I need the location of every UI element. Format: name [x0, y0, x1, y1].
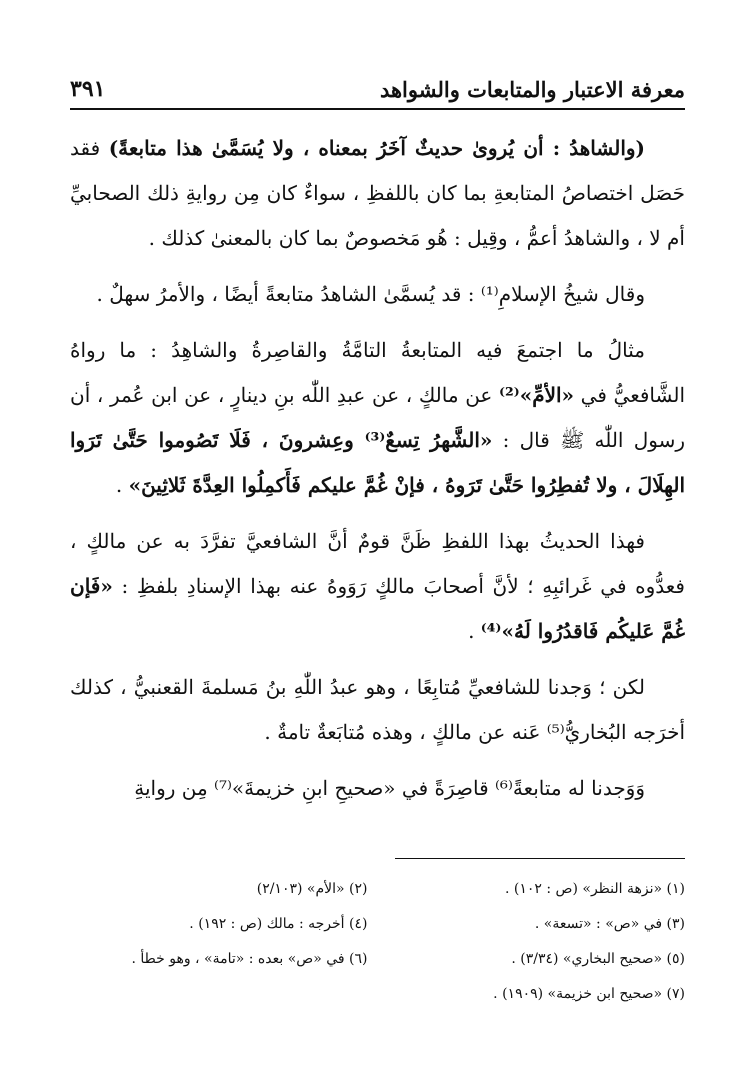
page-number: ٣٩١ [70, 76, 106, 102]
footnote-text: «الأم» (٢/١٠٣) [256, 881, 345, 897]
footnote-text: «نزهة النظر» (ص : ١٠٢) . [505, 881, 663, 897]
footnote-number: (٢) [349, 881, 368, 897]
page-header [70, 68, 685, 102]
paragraph-shaykh-al-islam [70, 272, 685, 317]
main-text [70, 126, 685, 822]
footnote-number: (٥) [666, 951, 685, 967]
footnote [70, 872, 368, 907]
paragraph-text: فقد حَصَل اختصاصُ المتابعةِ بما كان باللفظِ ، سواءٌ كان مِن روايةِ ذلك الصحابيِّ أم لا ، والشاهدُ أعمُّ ، وقِيل : هُو مَخصوصٌ بما كان بالمعنىٰ كذلك . [70, 136, 685, 250]
footnote-text: «صحيح ابن خزيمة» (١٩٠٩) . [493, 986, 663, 1002]
footnote [70, 942, 368, 977]
footnote [70, 907, 368, 942]
hadith-text: «الشَّهرُ تِسعٌ⁽³⁾ وعِشرونَ ، فَلَا تَصُوموا حَتَّىٰ تَرَوا الهِلَالَ ، ولا تُفطِرُوا حَتَّىٰ تَرَوهُ ، فإنْ غُمَّ عليكم فَأَكمِلُوا العِدَّةَ ثَلاثِينَ» [70, 428, 685, 497]
footnote-text: في «ص» : «تسعة» . [534, 916, 663, 932]
paragraph-text: . [115, 473, 129, 497]
footnote-text: في «ص» بعده : «تامة» ، وهو خطأ . [131, 951, 345, 967]
matn-quote: (والشاهدُ : أن يُروىٰ حديثٌ آخَرُ بمعناه ، ولا يُسَمَّىٰ هذا متابعةً) [108, 136, 645, 160]
footnote-text: «صحيح البخاري» (٣/٣٤) . [511, 951, 663, 967]
footnote-number: (١) [666, 881, 685, 897]
footnote-number: (٧) [666, 986, 685, 1002]
footnote [388, 872, 686, 907]
paragraph-mutabi [70, 665, 685, 755]
running-title: معرفة الاعتبار والمتابعات والشواهد [379, 77, 685, 102]
footnote [388, 977, 686, 1012]
paragraph-text: لكن ؛ وَجدنا للشافعيِّ مُتابِعًا ، وهو عبدُ اللّٰهِ بنُ مَسلمةَ القعنبيُّ ، كذلك أخرَجه البُخاريُّ⁽⁵⁾ عَنه عن مالكٍ ، وهذه مُتابَعةٌ تامةٌ . [70, 675, 685, 744]
hadith-text: «فَإن غُمَّ عَليكُم فَاقدُرُوا لَهُ»⁽⁴⁾ [70, 574, 685, 643]
paragraph-text: مثالُ ما اجتمعَ فيه المتابعةُ التامَّةُ والقاصِرةُ والشاهِدُ : ما رواهُ الشَّافعيُّ في [70, 338, 685, 407]
footnote [388, 942, 686, 977]
footnotes [70, 872, 685, 1012]
book-title: «الأمِّ»⁽²⁾ [499, 383, 575, 407]
paragraph-qasira [70, 766, 685, 811]
paragraph-text: وَوَجدنا له متابعةً⁽⁶⁾ قاصِرَةً في «صحيحِ ابنِ خزيمةَ»⁽⁷⁾ مِن روايةِ [134, 776, 645, 800]
paragraph-gharaib [70, 519, 685, 654]
header-rule [70, 108, 685, 110]
paragraph-text: عن مالكٍ ، عن عبدِ اللّٰه بنِ دينارٍ ، عن ابن عُمر ، أن رسول اللّٰه ﷺ قال : [70, 383, 685, 452]
paragraph-text: فهذا الحديثُ بهذا اللفظِ ظَنَّ قومٌ أنَّ الشافعيَّ تفرَّدَ به عن مالكٍ ، فعدُّوه في غَرائبِهِ ؛ لأنَّ أصحابَ مالكٍ رَوَوهُ عنه بهذا الإسنادِ بلفظِ : [70, 529, 685, 598]
footnote-separator [395, 858, 685, 859]
footnote-text: أخرجه : مالك (ص : ١٩٢) . [189, 916, 345, 932]
footnote-number: (٣) [666, 916, 685, 932]
paragraph-text: . [468, 619, 481, 643]
paragraph-example [70, 328, 685, 508]
footnote-number: (٦) [349, 951, 368, 967]
footnote-number: (٤) [349, 916, 368, 932]
paragraph-text: وقال شيخُ الإسلامِ⁽¹⁾ : قد يُسمَّىٰ الشاهدُ متابعةً أيضًا ، والأمرُ سهلٌ . [96, 282, 645, 306]
footnote [388, 907, 686, 942]
paragraph-shahid [70, 126, 685, 261]
